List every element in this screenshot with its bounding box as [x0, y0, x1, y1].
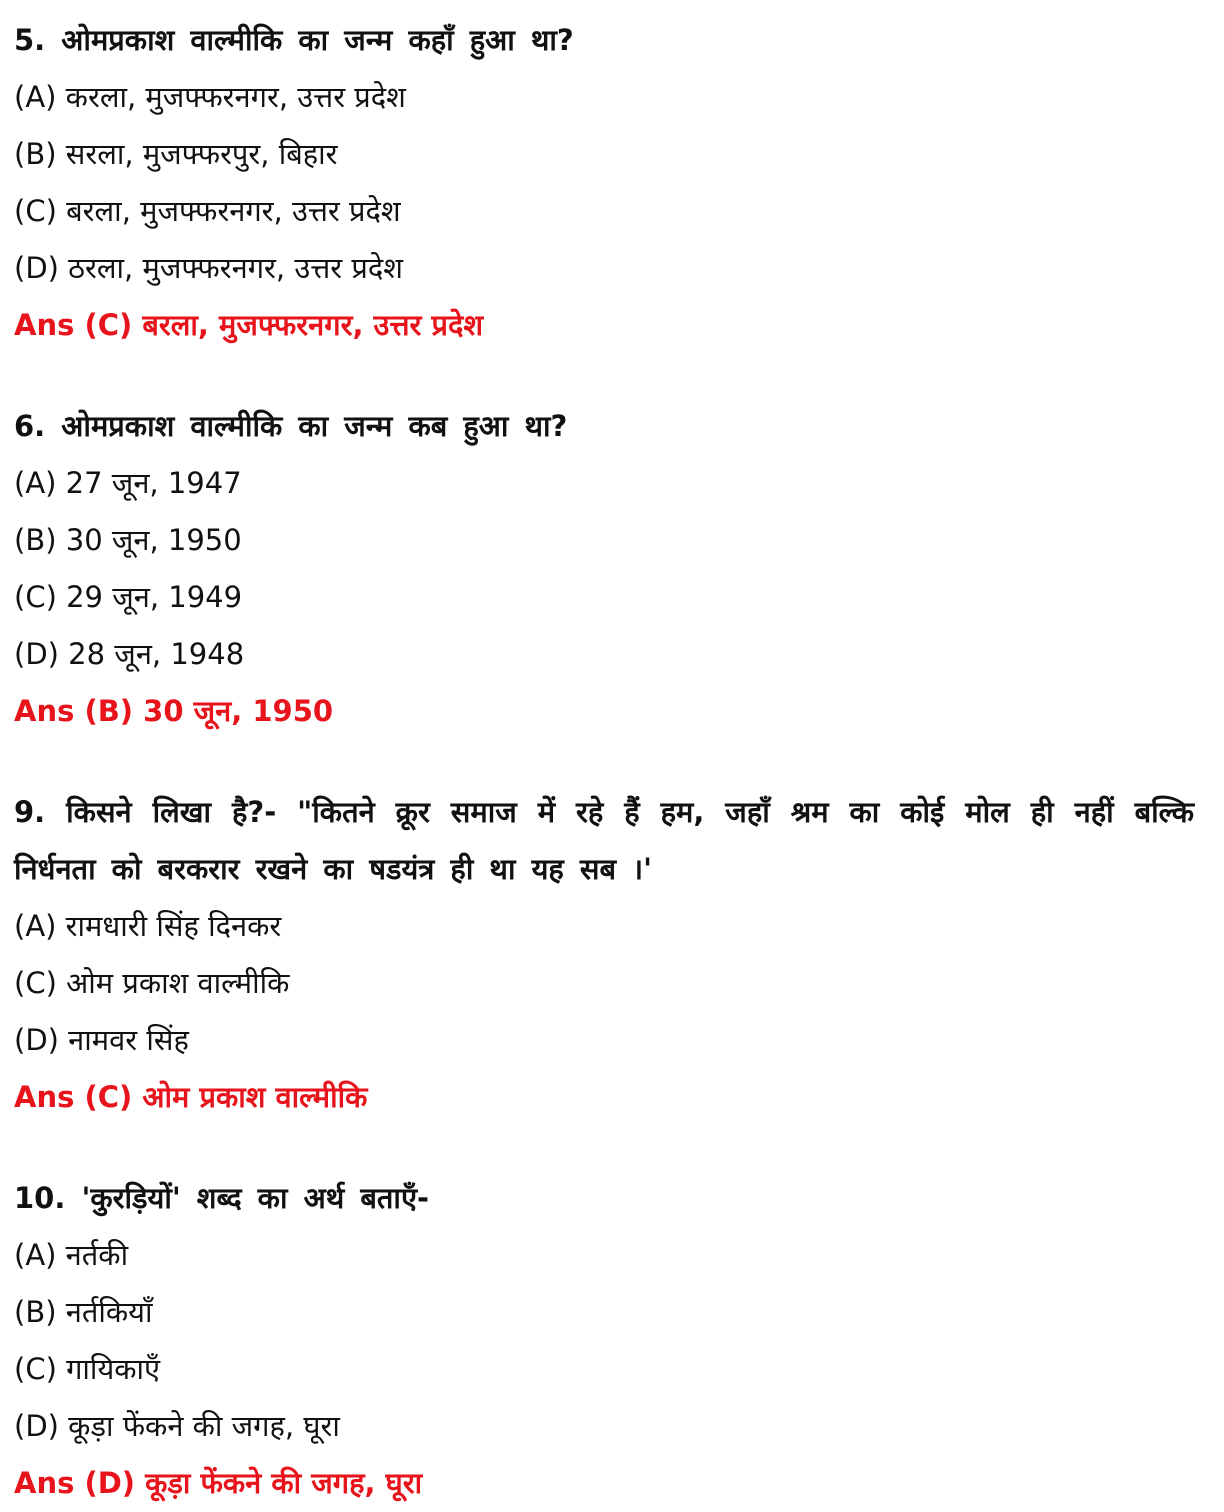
answer-text: Ans (D) कूड़ा फेंकने की जगह, घूरा: [14, 1466, 423, 1500]
answer-text: Ans (C) बरला, मुजफ्फरनगर, उत्तर प्रदेश: [14, 308, 484, 342]
option-a: (A) करला, मुजफ्फरनगर, उत्तर प्रदेश: [14, 80, 406, 114]
option-b: (B) सरला, मुजफ्फरपुर, बिहार: [14, 137, 338, 171]
option-c: (C) बरला, मुजफ्फरनगर, उत्तर प्रदेश: [14, 194, 401, 228]
option-d: (D) कूड़ा फेंकने की जगह, घूरा: [14, 1409, 340, 1443]
option-c: (C) गायिकाएँ: [14, 1352, 161, 1386]
option-c: (C) 29 जून, 1949: [14, 580, 243, 614]
option-c: (C) ओम प्रकाश वाल्मीकि: [14, 966, 290, 1000]
answer-text: Ans (B) 30 जून, 1950: [14, 694, 334, 728]
question-block-9: [14, 784, 1194, 1126]
question-block-6: [14, 398, 1194, 740]
question-text: 6. ओमप्रकाश वाल्मीकि का जन्म कब हुआ था?: [14, 409, 568, 443]
option-a: (A) 27 जून, 1947: [14, 466, 242, 500]
option-d: (D) ठरला, मुजफ्फरनगर, उत्तर प्रदेश: [14, 251, 403, 285]
option-d: (D) नामवर सिंह: [14, 1023, 189, 1057]
question-block-5: [14, 12, 1194, 354]
question-text: 9. किसने लिखा है?- "कितने क्रूर समाज में रहे हैं हम, जहाँ श्रम का कोई मोल ही नहीं बल्कि निर्धनता को बरकरार रखने का षडयंत्र ही था यह सब ।': [14, 795, 1194, 886]
answer-text: Ans (C) ओम प्रकाश वाल्मीकि: [14, 1080, 368, 1114]
question-text: 10. 'कुरड़ियों' शब्द का अर्थ बताएँ-: [14, 1181, 430, 1215]
option-d: (D) 28 जून, 1948: [14, 637, 245, 671]
option-b: (B) 30 जून, 1950: [14, 523, 242, 557]
question-text: 5. ओमप्रकाश वाल्मीकि का जन्म कहाँ हुआ था?: [14, 23, 574, 57]
option-a: (A) नर्तकी: [14, 1238, 129, 1272]
option-b: (B) नर्तकियाँ: [14, 1295, 153, 1329]
option-a: (A) रामधारी सिंह दिनकर: [14, 909, 282, 943]
question-block-10: [14, 1170, 1194, 1512]
